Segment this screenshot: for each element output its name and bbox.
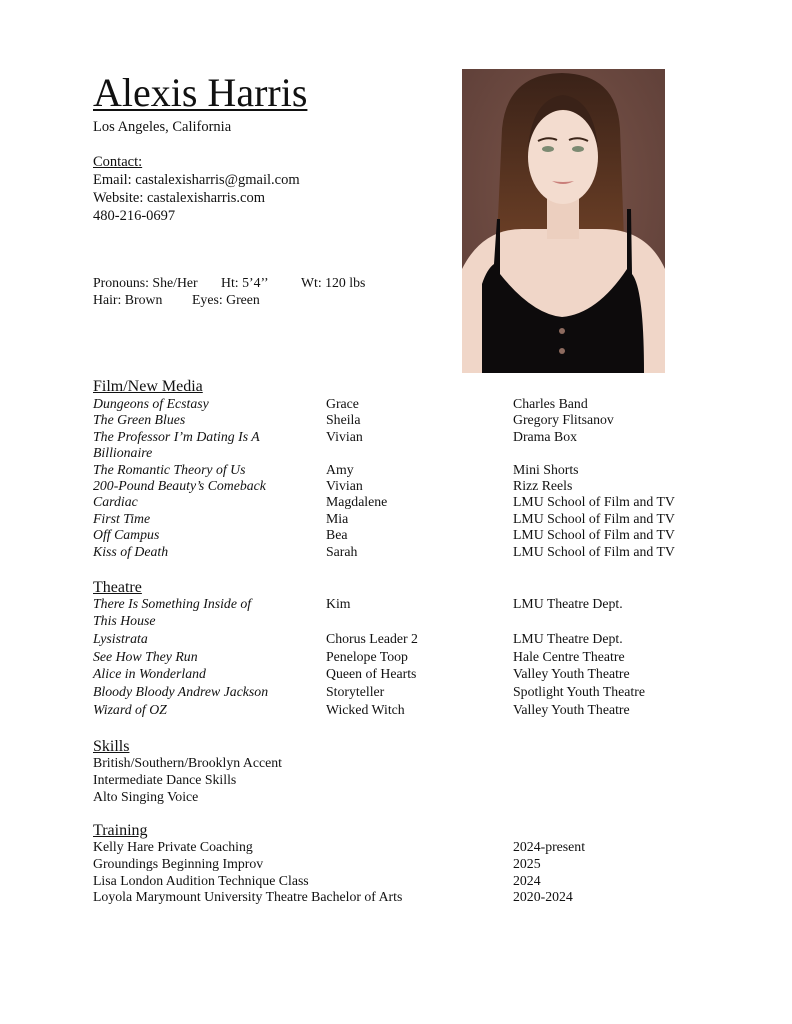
role-name: Storyteller: [326, 684, 385, 699]
company-name: LMU Theatre Dept.: [513, 596, 623, 611]
skill-text: British/Southern/Brooklyn Accent: [93, 755, 282, 770]
email[interactable]: Email: castalexisharris@gmail.com: [93, 172, 300, 188]
project-title: See How They Run: [93, 648, 198, 664]
company-name: Valley Youth Theatre: [513, 701, 630, 717]
training-years: 2020-2024: [513, 889, 573, 905]
section-title-training: Training: [93, 822, 148, 839]
company-name: LMU School of Film and TV: [513, 527, 675, 543]
role-name: Vivian: [326, 478, 363, 493]
project-title: Off Campus: [93, 527, 160, 543]
project-title: Lysistrata: [93, 631, 148, 647]
role-name: Magdalene: [326, 494, 388, 510]
company-name: LMU School of Film and TV: [513, 543, 675, 559]
company-name: Gregory Flitsanov: [513, 412, 614, 428]
project-title: The Green Blues: [93, 412, 186, 428]
weight: Wt: 120 lbs: [301, 275, 366, 290]
project-title: There Is Something Inside of This House: [93, 596, 252, 628]
project-title: The Romantic Theory of Us: [93, 461, 246, 477]
training-years: 2024: [513, 872, 541, 888]
section-title-skills: Skills: [93, 738, 130, 755]
role-name: Vivian: [326, 428, 363, 444]
location: Los Angeles, California: [93, 119, 232, 135]
project-title: Wizard of OZ: [93, 701, 167, 717]
project-title: Alice in Wonderland: [93, 666, 206, 682]
project-title: Kiss of Death: [93, 543, 169, 559]
role-name: Sheila: [326, 412, 361, 428]
training-program: Loyola Marymount University Theatre Bachelor of Arts: [93, 889, 403, 905]
section-title-film: Film/New Media: [93, 378, 203, 395]
company-name: Hale Centre Theatre: [513, 648, 625, 664]
training-years: 2025: [513, 855, 541, 871]
role-name: Sarah: [326, 543, 358, 559]
company-name: Charles Band: [513, 396, 588, 411]
project-title: First Time: [93, 510, 151, 526]
project-title: Cardiac: [93, 494, 138, 510]
section-title-theatre: Theatre: [93, 579, 142, 596]
stats-row-1: [93, 274, 365, 292]
company-name: Valley Youth Theatre: [513, 666, 630, 682]
role-name: Chorus Leader 2: [326, 631, 418, 647]
project-title: 200-Pound Beauty’s Comeback: [93, 478, 266, 493]
role-name: Wicked Witch: [326, 701, 405, 717]
pronouns: Pronouns: She/Her: [93, 275, 198, 290]
training-years: 2024-present: [513, 839, 586, 854]
role-name: Amy: [326, 461, 354, 477]
headshot-photo: [462, 69, 665, 373]
role-name: Mia: [326, 510, 349, 526]
project-title: The Professor I’m Dating Is A Billionaire: [93, 428, 260, 461]
project-title: Bloody Bloody Andrew Jackson: [93, 684, 269, 699]
website[interactable]: Website: castalexisharris.com: [93, 190, 265, 206]
contact-label: Contact:: [93, 154, 143, 170]
company-name: Rizz Reels: [513, 478, 573, 493]
training-program: Kelly Hare Private Coaching: [93, 839, 253, 854]
company-name: LMU School of Film and TV: [513, 494, 675, 510]
skill-text: Intermediate Dance Skills: [93, 772, 237, 787]
hair: Hair: Brown: [93, 292, 163, 307]
height: Ht: 5’4’’: [221, 275, 269, 290]
actor-name: Alexis Harris: [93, 70, 308, 115]
training-program: Groundings Beginning Improv: [93, 855, 264, 871]
eyes: Eyes: Green: [192, 292, 260, 307]
role-name: Penelope Toop: [326, 648, 408, 664]
company-name: LMU Theatre Dept.: [513, 631, 623, 647]
role-name: Bea: [326, 527, 348, 543]
role-name: Grace: [326, 396, 359, 411]
phone: 480-216-0697: [93, 208, 176, 224]
stats-row-2: [93, 291, 260, 309]
project-title: Dungeons of Ecstasy: [93, 396, 209, 411]
company-name: Mini Shorts: [513, 461, 579, 477]
skill-text: Alto Singing Voice: [93, 789, 199, 804]
headshot-illustration: [462, 69, 665, 373]
company-name: Drama Box: [513, 428, 577, 444]
company-name: Spotlight Youth Theatre: [513, 684, 645, 699]
training-program: Lisa London Audition Technique Class: [93, 872, 309, 888]
company-name: LMU School of Film and TV: [513, 510, 675, 526]
role-name: Kim: [326, 596, 351, 611]
role-name: Queen of Hearts: [326, 666, 417, 682]
